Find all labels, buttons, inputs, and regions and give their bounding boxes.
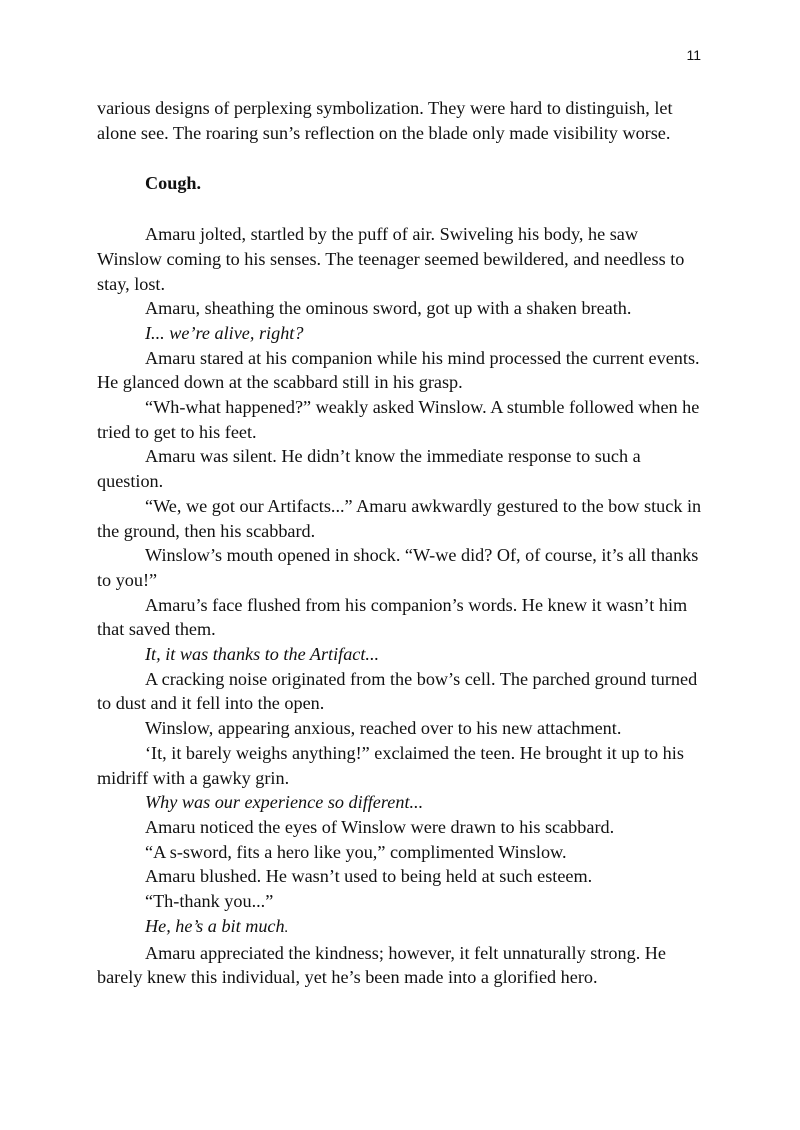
- paragraph: “Th-thank you...”: [145, 891, 274, 912]
- inner-thought-text: He, he’s a bit much: [145, 915, 285, 936]
- paragraph: “Wh-what happened?” weakly asked Winslow. A stumble followed when he tried to get to his feet.: [97, 397, 700, 442]
- inner-thought: I... we’re alive, right?: [145, 322, 304, 343]
- paragraph: ‘It, it barely weighs anything!” exclaimed the teen. He brought it up to his midriff with a gawky grin.: [97, 742, 684, 788]
- paragraph: Amaru jolted, startled by the puff of air. Swiveling his body, he saw Winslow coming to his senses. The teenager seemed bewildered, and needless to stay, lost.: [97, 224, 685, 294]
- paragraph: “We, we got our Artifacts...” Amaru awkwardly gestured to the bow stuck in the ground, then his scabbard.: [97, 495, 702, 541]
- paragraph: Amaru, sheathing the ominous sword, got up with a shaken breath.: [145, 298, 632, 319]
- paragraph: Amaru was silent. He didn’t know the immediate response to such a question.: [97, 446, 641, 492]
- inner-thought: Why was our experience so different...: [145, 792, 424, 813]
- paragraph: Winslow, appearing anxious, reached over to his new attachment.: [145, 718, 622, 739]
- paragraph: Amaru noticed the eyes of Winslow were drawn to his scabbard.: [145, 816, 615, 837]
- inner-thought: [97, 914, 707, 941]
- story-text: [97, 96, 707, 990]
- paragraph: Amaru’s face flushed from his companion’s words. He knew it wasn’t him that saved them.: [97, 594, 688, 640]
- paragraph: Amaru blushed. He wasn’t used to being held at such esteem.: [145, 866, 593, 887]
- paragraph: Amaru appreciated the kindness; however, it felt unnaturally strong. He barely knew this individual, yet he’s been made into a glorified hero.: [97, 942, 666, 988]
- paragraph-continuation: various designs of perplexing symbolization. They were hard to distinguish, let alone see. The roaring sun’s reflection on the blade only made visibility worse.: [97, 98, 673, 143]
- inner-thought: It, it was thanks to the Artifact...: [145, 644, 380, 665]
- paragraph: Winslow’s mouth opened in shock. “W-we did? Of, of course, it’s all thanks to you!”: [97, 545, 699, 590]
- paragraph: Amaru stared at his companion while his mind processed the current events. He glanced down at the scabbard still in his grasp.: [97, 347, 700, 393]
- paragraph: “A s-sword, fits a hero like you,” complimented Winslow.: [145, 841, 567, 862]
- paragraph: A cracking noise originated from the bow’s cell. The parched ground turned to dust and it fell into the open.: [97, 668, 698, 714]
- sound-effect-heading: Cough.: [145, 173, 202, 194]
- page-number: 11: [686, 47, 701, 63]
- inner-thought-period: .: [284, 919, 289, 936]
